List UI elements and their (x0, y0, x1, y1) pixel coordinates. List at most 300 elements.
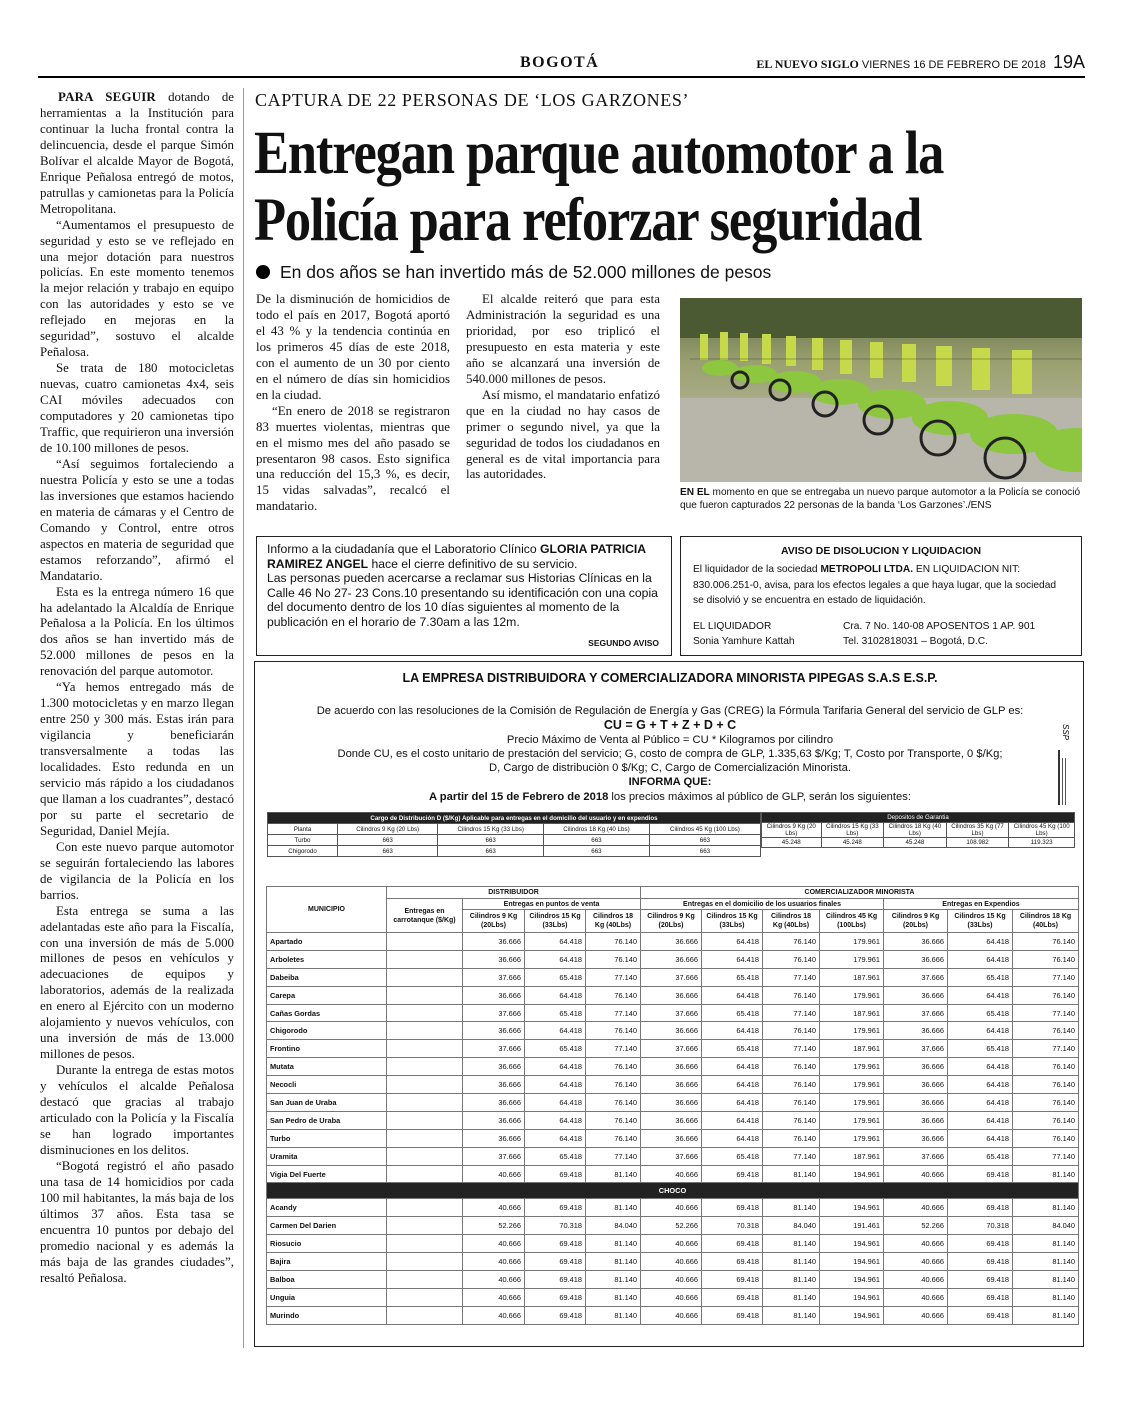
table-cell: 663 (649, 835, 760, 846)
table-title: Depositos de Garantia (762, 813, 1075, 823)
pipegas-line: Precio Máximo de Venta al Público = CU * Kilogramos por cilindro (506, 733, 834, 746)
price-cell: 52.266 (641, 1217, 702, 1235)
table-row (267, 1111, 1079, 1129)
price-cell: 81.140 (586, 1271, 641, 1289)
price-cell: 40.666 (463, 1199, 525, 1217)
table-row (267, 933, 1079, 951)
price-cell: 70.318 (702, 1217, 763, 1235)
carrotanque-cell (387, 1253, 463, 1271)
table-title: Cargo de Distribución D ($/Kg) Aplicable para entregas en el domicilio del usuario y en expendios (268, 813, 761, 824)
liquidator-label: EL LIQUIDADOR (693, 620, 772, 632)
municipio-name: Arboletes (267, 950, 387, 968)
price-cell: 64.418 (525, 1058, 586, 1076)
carrotanque-header: Entregas en carrotanque ($/Kg) (387, 899, 463, 933)
price-cell: 37.666 (641, 968, 702, 986)
carrotanque-cell (387, 1058, 463, 1076)
liquidator-name: Sonia Yamhure Kattah (693, 635, 795, 647)
price-cell: 36.666 (884, 1076, 948, 1094)
table-cell: 45.248 (821, 838, 884, 848)
cylinder-column-header: Cilindros 45 Kg (100Lbs) (820, 910, 884, 933)
price-cell: 76.140 (763, 933, 820, 951)
price-cell: 77.140 (763, 968, 820, 986)
price-cell: 76.140 (1013, 1076, 1079, 1094)
price-cell: 36.666 (463, 1111, 525, 1129)
price-cell: 36.666 (884, 1111, 948, 1129)
table-header: Cilindros 9 Kg (20 Lbs) (338, 824, 438, 835)
price-cell: 64.418 (702, 1076, 763, 1094)
bullet-icon (256, 265, 270, 279)
price-cell: 36.666 (884, 986, 948, 1004)
price-cell: 179.961 (820, 1094, 884, 1112)
table-row (267, 1147, 1079, 1165)
carrotanque-cell (387, 1022, 463, 1040)
municipio-name: Frontino (267, 1040, 387, 1058)
price-cell: 36.666 (463, 986, 525, 1004)
price-cell: 77.140 (586, 1004, 641, 1022)
cylinder-column-header: Cilindros 15 Kg (33Lbs) (948, 910, 1013, 933)
price-cell: 37.666 (884, 1004, 948, 1022)
table-header: Cilindros 18 Kg (40 Lbs) (884, 823, 947, 838)
price-cell: 69.418 (948, 1271, 1013, 1289)
price-cell: 77.140 (1013, 968, 1079, 986)
municipio-name: Mutata (267, 1058, 387, 1076)
price-cell: 36.666 (641, 950, 702, 968)
liquidator-block (693, 619, 1069, 649)
price-cell: 40.666 (884, 1288, 948, 1306)
price-cell: 76.140 (586, 1022, 641, 1040)
price-cell: 40.666 (884, 1165, 948, 1183)
table-row (267, 1022, 1079, 1040)
municipio-name: Carmen Del Darien (267, 1217, 387, 1235)
table-header: Planta (268, 824, 338, 835)
price-cell: 40.666 (463, 1288, 525, 1306)
price-cell: 187.961 (820, 1004, 884, 1022)
cylinder-column-header: Cilindros 18 Kg (40Lbs) (1013, 910, 1079, 933)
price-cell: 64.418 (525, 1129, 586, 1147)
liquidator-left (693, 619, 843, 649)
price-cell: 36.666 (641, 1022, 702, 1040)
price-cell: 77.140 (763, 1004, 820, 1022)
notice-signature: SEGUNDO AVISO (588, 638, 659, 649)
carrotanque-cell (387, 1129, 463, 1147)
price-cell: 81.140 (586, 1288, 641, 1306)
municipio-name: Riosucio (267, 1235, 387, 1253)
price-cell: 37.666 (884, 968, 948, 986)
notice-text-1 (267, 542, 661, 571)
price-cell: 36.666 (641, 1111, 702, 1129)
price-cell: 179.961 (820, 1076, 884, 1094)
price-cell: 40.666 (884, 1199, 948, 1217)
price-cell: 65.418 (702, 968, 763, 986)
price-cell: 64.418 (525, 1076, 586, 1094)
body-paragraph: “Así seguimos fortaleciendo a nuestra Policía y esto se une a todas las inversiones que estamos haciendo en materia de cámaras y el Centro de Comando y Control, entre otros aspectos en materia de seguridad que estamos reforzando”, afirmó el Mandatario. (40, 456, 234, 583)
body-paragraph: El alcalde reiteró que para esta Administración la seguridad es una prioridad, por eso triplicó el presupuesto en esta materia y este año se alcanzará una inversión de 540.000 millones de pesos. (466, 292, 660, 386)
price-cell: 81.140 (1013, 1271, 1079, 1289)
price-cell: 77.140 (1013, 1040, 1079, 1058)
cylinder-column-header: Cilindros 15 Kg (33Lbs) (702, 910, 763, 933)
price-cell: 64.418 (702, 1129, 763, 1147)
carrotanque-cell (387, 1271, 463, 1289)
table-cell: 663 (649, 846, 760, 857)
price-cell: 76.140 (586, 1058, 641, 1076)
price-cell: 36.666 (463, 1129, 525, 1147)
price-cell: 76.140 (763, 1058, 820, 1076)
ssp-logo-icon (1055, 720, 1071, 810)
table-cell: 45.248 (884, 838, 947, 848)
price-cell: 81.140 (763, 1165, 820, 1183)
price-cell: 64.418 (525, 1094, 586, 1112)
price-cell: 64.418 (525, 1111, 586, 1129)
price-cell: 40.666 (463, 1306, 525, 1324)
table-header: Cilindros 9 Kg (20 Lbs) (762, 823, 822, 838)
table-cell: 663 (338, 835, 438, 846)
glp-price-table (266, 886, 1079, 1325)
price-cell: 64.418 (702, 1111, 763, 1129)
price-cell: 179.961 (820, 1111, 884, 1129)
municipio-name: Unguia (267, 1288, 387, 1306)
price-cell: 69.418 (525, 1235, 586, 1253)
price-cell: 64.418 (948, 1058, 1013, 1076)
pipegas-line: D, Cargo de distribuciòn 0 $/Kg; C, Cargo de Comercialización Minorista. (489, 762, 851, 775)
price-cell: 77.140 (763, 1147, 820, 1165)
body-paragraph: “Ya hemos entregado más de 1.300 motocicletas y en marzo llegan entre 250 y 300 más. Estas irán para vigilancia y beneficiarán transversalmente a todas las localidades. Esto redunda en un servicio más rápido a los ciudadanos que llaman a los cuadrantes”, destacó por su parte el secretario de Seguridad, Daniel Mejía. (40, 680, 234, 838)
price-cell: 64.418 (525, 950, 586, 968)
body-paragraph: Así mismo, el mandatario enfatizó que en la ciudad no hay casos de primer o segundo nivel, ya que la seguridad de todos los ciudadanos en general es de vital importancia para las autoridades. (466, 387, 660, 482)
price-cell: 179.961 (820, 950, 884, 968)
pipegas-line (275, 790, 1065, 804)
liquidation-notice (680, 536, 1082, 656)
price-cell: 37.666 (463, 968, 525, 986)
company-name: METROPOLI LTDA. (820, 564, 914, 575)
price-cell: 40.666 (463, 1253, 525, 1271)
department-band (267, 1183, 1079, 1199)
price-cell: 81.140 (1013, 1199, 1079, 1217)
price-cell: 69.418 (702, 1306, 763, 1324)
price-cell: 36.666 (463, 950, 525, 968)
pipegas-price-notice (254, 661, 1084, 1347)
price-cell: 76.140 (1013, 1111, 1079, 1129)
price-cell: 40.666 (463, 1235, 525, 1253)
body-paragraph: “Bogotá registró el año pasado una tasa de 14 homicidios por cada 100 mil habitantes, la más baja de los últimos 37 años. Esta tasa se encuentra 10 puntos por debajo del promedio nacional y es además la más baja de las grandes ciudades”, resaltó Peñalosa. (40, 1158, 234, 1285)
price-cell: 187.961 (820, 1147, 884, 1165)
price-cell: 69.418 (525, 1271, 586, 1289)
price-cell: 64.418 (702, 1094, 763, 1112)
price-cell: 69.418 (948, 1288, 1013, 1306)
distribution-charge-table (267, 812, 761, 857)
price-cell: 76.140 (586, 1129, 641, 1147)
price-cell: 65.418 (525, 1040, 586, 1058)
notice-body (693, 562, 1069, 609)
price-cell: 36.666 (463, 933, 525, 951)
lead-strong: PARA SEGUIR (58, 90, 156, 104)
price-cell: 69.418 (525, 1306, 586, 1324)
price-cell: 76.140 (763, 1111, 820, 1129)
price-cell: 187.961 (820, 968, 884, 986)
price-cell: 64.418 (948, 1076, 1013, 1094)
price-cell: 84.040 (586, 1217, 641, 1235)
municipio-name: Necocli (267, 1076, 387, 1094)
puntos-venta-header: Entregas en puntos de venta (463, 899, 641, 910)
price-cell: 40.666 (463, 1165, 525, 1183)
price-cell: 69.418 (948, 1235, 1013, 1253)
lab-closure-notice (256, 536, 672, 656)
municipio-name: Uramita (267, 1147, 387, 1165)
price-cell: 52.266 (884, 1217, 948, 1235)
issue-date: VIERNES 16 DE FEBRERO DE 2018 (861, 59, 1046, 71)
price-cell: 194.961 (820, 1271, 884, 1289)
table-row (267, 1217, 1079, 1235)
pipegas-line: Donde CU, es el costo unitario de prestación del servicio; G, costo de compra de GLP, 1.335,63 $/Kg; T, Costo por Transporte, 0 $/Kg; (337, 747, 1003, 760)
distribuidor-header: DISTRIBUIDOR (387, 887, 641, 899)
table-row (268, 835, 761, 846)
body-paragraph: “En enero de 2018 se registraron 83 muertes violentas, mientras que en el mismo mes del año pasado se presentaron 98 casos. Esto significa una reducción del 15,3 %, es decir, 15 vidas salvadas”, recalcó el mandatario. (256, 403, 450, 514)
price-cell: 40.666 (463, 1271, 525, 1289)
price-cell: 40.666 (641, 1199, 702, 1217)
price-cell: 81.140 (1013, 1165, 1079, 1183)
price-cell: 64.418 (702, 933, 763, 951)
price-cell: 64.418 (948, 1094, 1013, 1112)
price-cell: 179.961 (820, 986, 884, 1004)
price-cell: 77.140 (586, 1040, 641, 1058)
price-cell: 64.418 (948, 1111, 1013, 1129)
price-cell: 76.140 (1013, 986, 1079, 1004)
price-cell: 64.418 (948, 950, 1013, 968)
price-cell: 40.666 (641, 1253, 702, 1271)
price-cell: 36.666 (884, 1129, 948, 1147)
price-cell: 69.418 (948, 1253, 1013, 1271)
price-cell: 194.961 (820, 1306, 884, 1324)
department-label: CHOCO (267, 1183, 1079, 1199)
price-cell: 76.140 (763, 1022, 820, 1040)
carrotanque-cell (387, 1165, 463, 1183)
carrotanque-cell (387, 1288, 463, 1306)
tariff-formula: CU = G + T + Z + D + C (603, 718, 737, 733)
table-header: Cilindros 15 Kg (33 Lbs) (438, 824, 544, 835)
price-cell: 76.140 (586, 1111, 641, 1129)
price-cell: 65.418 (702, 1004, 763, 1022)
price-cell: 76.140 (1013, 1094, 1079, 1112)
price-cell: 76.140 (763, 986, 820, 1004)
price-cell: 81.140 (586, 1235, 641, 1253)
notice-text: EN LIQUIDACION NIT: 830.006.251-0, avisa, para los efectos legales a que haya lugar, que la sociedad se disolvió y se encuentra en estado de liquidación. (693, 564, 1057, 606)
kicker: CAPTURA DE 22 PERSONAS DE ‘LOS GARZONES’ (255, 90, 690, 110)
price-cell: 69.418 (525, 1288, 586, 1306)
price-cell: 40.666 (884, 1306, 948, 1324)
price-cell: 69.418 (948, 1165, 1013, 1183)
price-cell: 65.418 (702, 1040, 763, 1058)
price-cell: 76.140 (586, 1094, 641, 1112)
price-cell: 65.418 (525, 968, 586, 986)
body-paragraph: Con este nuevo parque automotor se seguirán fortaleciendo las labores de vigilancia de la Policía en los barrios. (40, 839, 234, 902)
carrotanque-cell (387, 1094, 463, 1112)
notice-text-2: Las personas pueden acercarse a reclamar sus Historias Clínicas en la Calle 46 No 27- 23 Cons.10 presentando su identificación con una copia del documento dentro de los 10 días siguientes al momento de la publicación en el horario de 7.30am a las 12m. (267, 571, 658, 629)
body-paragraph: Esta es la entrega número 16 que ha adelantado la Alcaldía de Enrique Peñalosa a la Policía. En los últimos dos años se han invertido más de 52.000 millones de pesos en la renovación del parque automotor. (40, 584, 234, 679)
lab-owner-name: GLORIA PATRICIA RAMIREZ ANGEL (267, 542, 646, 571)
section-name: BOGOTÁ (520, 54, 600, 71)
table-cell: 45.248 (762, 838, 822, 848)
price-cell: 179.961 (820, 1129, 884, 1147)
table-row (267, 1094, 1079, 1112)
header-rule (38, 76, 1085, 78)
table-row (267, 1058, 1079, 1076)
municipio-name: Apartado (267, 933, 387, 951)
table-row (762, 838, 1075, 848)
deposit-table (761, 812, 1075, 848)
municipio-header: MUNICIPIO (267, 887, 387, 933)
liquidator-address: Cra. 7 No. 140-08 APOSENTOS 1 AP. 901 (843, 620, 1036, 632)
price-cell: 37.666 (884, 1040, 948, 1058)
price-cell: 69.418 (702, 1199, 763, 1217)
price-cell: 77.140 (763, 1040, 820, 1058)
table-row (267, 1129, 1079, 1147)
police-motorcycles-photo (680, 298, 1082, 482)
price-cell: 81.140 (763, 1199, 820, 1217)
carrotanque-cell (387, 1235, 463, 1253)
carrotanque-cell (387, 950, 463, 968)
page-header-info (756, 52, 1085, 73)
price-cell: 81.140 (1013, 1288, 1079, 1306)
table-row (267, 1040, 1079, 1058)
price-cell: 64.418 (702, 1022, 763, 1040)
pipegas-text-rest: los precios máximos al público de GLP, serán los siguientes: (608, 790, 911, 803)
price-cell: 40.666 (641, 1306, 702, 1324)
price-cell: 64.418 (948, 933, 1013, 951)
price-cell: 77.140 (1013, 1004, 1079, 1022)
article-column-3 (466, 292, 660, 483)
municipio-name: San Pedro de Uraba (267, 1111, 387, 1129)
table-cell: 663 (438, 835, 544, 846)
notice-title: AVISO DE DISOLUCION Y LIQUIDACION (780, 545, 982, 557)
price-cell: 179.961 (820, 1022, 884, 1040)
municipio-name: Acandy (267, 1199, 387, 1217)
table-row (267, 950, 1079, 968)
plant-name: Turbo (268, 835, 338, 846)
price-cell: 64.418 (702, 950, 763, 968)
price-cell: 77.140 (586, 1147, 641, 1165)
carrotanque-cell (387, 968, 463, 986)
body-paragraph: Esta entrega se suma a las adelantadas este año para la Fiscalía, con una inversión de más de 5.000 millones de pesos en vehículos y adecuaciones de equipos y laboratorios, además de la realizada en enero al Ejército con un moderno alojamiento y nuevos vehículos, con una inversión de más de 13.000 millones de pesos. (40, 903, 234, 1062)
caption-text: momento en que se entregaba un nuevo parque automotor a la Policía se conoció que fueron capturados 22 personas de la banda ‘Los Garzones’. (680, 487, 1081, 512)
price-cell: 69.418 (702, 1235, 763, 1253)
headline (254, 120, 968, 254)
price-cell: 81.140 (586, 1199, 641, 1217)
article-column-2 (256, 292, 450, 515)
price-cell: 36.666 (641, 1058, 702, 1076)
effective-date: A partir del 15 de Febrero de 2018 (429, 790, 609, 803)
table-cell: 663 (544, 846, 650, 857)
lead-text: dotando de herramientas a la Institución para continuar la lucha frontal contra la delincuencia, desde el parque Simón Bolívar el alcalde Mayor de Bogotá, Enrique Peñalosa entregó de motos, patrullas y camionetas para la Policía Metropolitana. (40, 90, 234, 216)
price-cell: 76.140 (586, 933, 641, 951)
carrotanque-cell (387, 1111, 463, 1129)
municipio-name: Murindo (267, 1306, 387, 1324)
price-cell: 64.418 (702, 1058, 763, 1076)
carrotanque-cell (387, 1147, 463, 1165)
price-cell: 76.140 (1013, 1058, 1079, 1076)
price-cell: 40.666 (641, 1288, 702, 1306)
price-cell: 40.666 (641, 1165, 702, 1183)
price-cell: 36.666 (641, 933, 702, 951)
carrotanque-cell (387, 1199, 463, 1217)
carrotanque-cell (387, 1306, 463, 1324)
comercializador-header: COMERCIALIZADOR MINORISTA (641, 887, 1079, 899)
price-cell: 65.418 (948, 1004, 1013, 1022)
expendios-header: Entregas en Expendios (884, 899, 1079, 910)
table-row (267, 1165, 1079, 1183)
price-cell: 76.140 (763, 1129, 820, 1147)
notice-text: Informo a la ciudadanía que el Laboratorio Clínico (267, 542, 541, 556)
lead-paragraph (40, 90, 234, 218)
price-cell: 40.666 (641, 1235, 702, 1253)
cylinder-column-header: Cilindros 15 Kg (33Lbs) (525, 910, 586, 933)
liquidator-right (843, 619, 1035, 649)
liquidator-phone: Tel. 3102818031 – Bogotá, D.C. (843, 635, 988, 647)
price-cell: 36.666 (463, 1076, 525, 1094)
municipio-name: San Juan de Uraba (267, 1094, 387, 1112)
price-cell: 81.140 (763, 1306, 820, 1324)
price-cell: 40.666 (641, 1271, 702, 1289)
page-number: 19A (1052, 52, 1085, 72)
table-cell: 663 (338, 846, 438, 857)
price-cell: 69.418 (702, 1165, 763, 1183)
price-cell: 84.040 (1013, 1217, 1079, 1235)
price-cell: 70.318 (948, 1217, 1013, 1235)
price-cell: 81.140 (586, 1306, 641, 1324)
price-cell: 64.418 (948, 986, 1013, 1004)
table-row (267, 1271, 1079, 1289)
newspaper-name: EL NUEVO SIGLO (756, 57, 859, 71)
price-cell: 81.140 (1013, 1235, 1079, 1253)
table-header: Cilindros 18 Kg (40 Lbs) (544, 824, 650, 835)
carrotanque-cell (387, 1217, 463, 1235)
price-cell: 76.140 (763, 1094, 820, 1112)
price-cell: 77.140 (1013, 1147, 1079, 1165)
municipio-name: Cañas Gordas (267, 1004, 387, 1022)
price-cell: 69.418 (702, 1271, 763, 1289)
table-header: Cilindros 35 Kg (77 Lbs) (946, 823, 1009, 838)
notice-text: hace el cierre definitivo de su servicio. (368, 556, 578, 571)
table-row (267, 1004, 1079, 1022)
price-cell: 81.140 (586, 1253, 641, 1271)
table-row (267, 1076, 1079, 1094)
municipio-name: Balboa (267, 1271, 387, 1289)
news-photo (680, 298, 1082, 482)
price-cell: 64.418 (702, 986, 763, 1004)
ssp-logo-text: SSP (1061, 724, 1070, 741)
price-cell: 194.961 (820, 1199, 884, 1217)
plant-name: Chigorodo (268, 846, 338, 857)
price-cell: 194.961 (820, 1253, 884, 1271)
headline-line-1: Entregan parque automotor a la (254, 120, 944, 187)
carrotanque-cell (387, 1004, 463, 1022)
table-row (267, 986, 1079, 1004)
price-cell: 77.140 (586, 968, 641, 986)
table-header: Cilindros 45 Kg (100 Lbs) (649, 824, 760, 835)
price-cell: 76.140 (1013, 1022, 1079, 1040)
price-cell: 187.961 (820, 1040, 884, 1058)
carrotanque-cell (387, 1076, 463, 1094)
table-cell: 119.323 (1009, 838, 1075, 848)
table-row (267, 1199, 1079, 1217)
price-cell: 37.666 (463, 1004, 525, 1022)
price-cell: 36.666 (641, 986, 702, 1004)
table-row (267, 1288, 1079, 1306)
price-cell: 65.418 (948, 1040, 1013, 1058)
subhead-text: En dos años se han invertido más de 52.000 millones de pesos (280, 262, 772, 282)
price-cell: 194.961 (820, 1288, 884, 1306)
price-cell: 36.666 (884, 1058, 948, 1076)
price-cell: 76.140 (586, 1076, 641, 1094)
price-cell: 191.461 (820, 1217, 884, 1235)
